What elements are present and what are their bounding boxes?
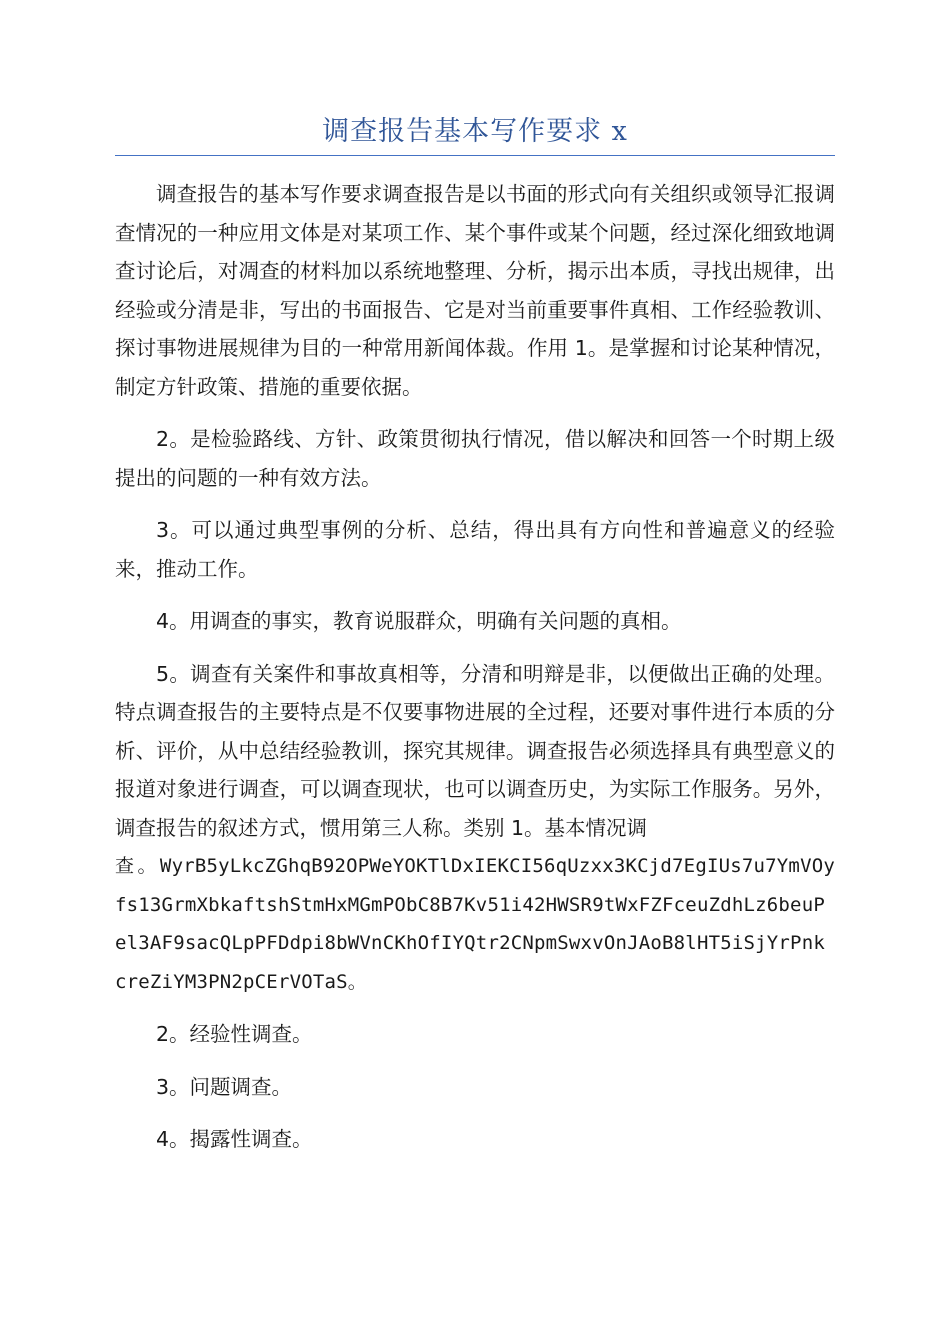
paragraph-intro: 调查报告的基本写作要求调查报告是以书面的形式向有关组织或领导汇报调查情况的一种应用文体是对某项工作、某个事件或某个问题，经过深化细致地调查讨论后，对凋查的材料加以系统地整理、分析，揭示出本质，寻找出规律，出经验或分清是非，写出的书面报告、它是对当前重要事件真相、工作经验教训、探讨事物进展规律为目的一种常用新闻体裁。作用 1。是掌握和讨论某种情况，制定方针政策、措施的重要依据。: [115, 182, 835, 399]
paragraph-type-3: 3。问题调查。: [156, 1074, 293, 1099]
document-title: 调查报告基本写作要求 x: [322, 116, 628, 147]
paragraph-type-4: 4。揭露性调查。: [156, 1127, 313, 1151]
document-body: [115, 175, 835, 1173]
paragraph-item-3: 3。可以通过典型事例的分析、总结，得出具有方向性和普遍意义的经验来，推动工作。: [115, 518, 835, 581]
paragraph-random-string: 查。WyrB5yLkcZGhqB92OPWeYOKTlDxIEKCI56qUzxx3KCjd7EgIUs7u7YmVOyfs13GrmXbkaftshStmHxMGmPObC8B7Kv51i42HWSR9tWxFZFceuZdhLz6beuPel3AF9sacQLpPFDdpi8bWVnCKhOfIYQtr2CNpmSwxvOnJAoB8lHT5iSjYrPnkcreZiYM3PN2pCErVOTaS。: [115, 855, 835, 993]
paragraph-type-2: 2。经验性调查。: [156, 1022, 313, 1046]
title-underline: [115, 155, 835, 156]
paragraph-item-5: 5。调查有关案件和事故真相等，分清和明辩是非，以便做出正确的处理。特点调查报告的主要特点是不仅要事物进展的全过程，还要对事件进行本质的分析、评价，从中总结经验教训，探究其规律。调查报告必须选择具有典型意义的报道对象进行调查，可以调查现状，也可以调查历史，为实际工作服务。另外，调查报告的叙述方式，惯用第三人称。类别 1。基本情况调: [115, 661, 835, 840]
paragraph-item-4: 4。用调查的事实，教育说服群众，明确有关问题的真相。: [156, 609, 682, 633]
paragraph-item-2: 2。是检验路线、方针、政策贯彻执行情况，借以解决和回答一个时期上级提出的问题的一种有效方法。: [115, 427, 835, 490]
